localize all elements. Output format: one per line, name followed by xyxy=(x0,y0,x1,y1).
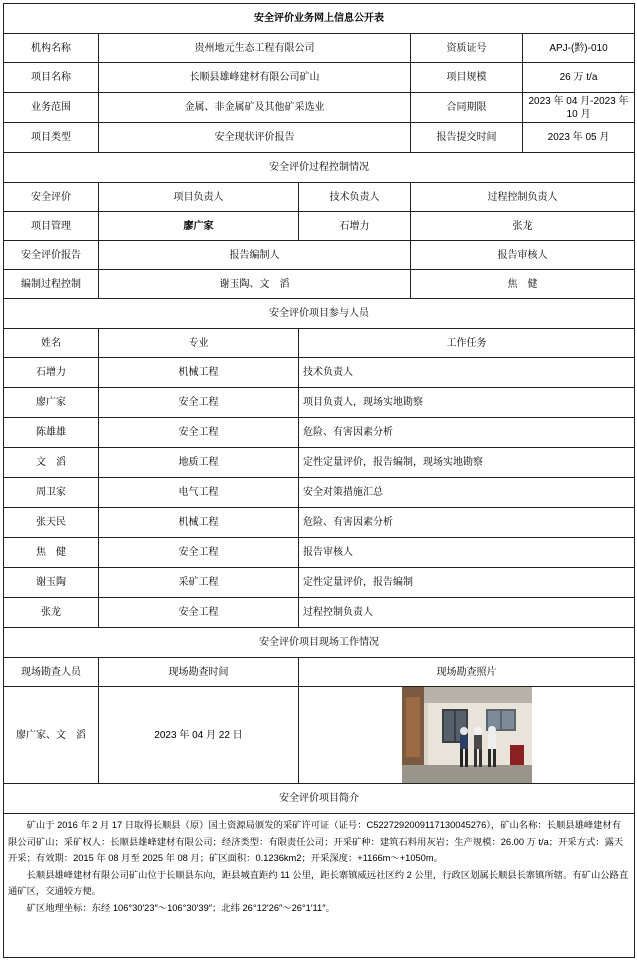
staff-major: 安全工程 xyxy=(99,388,299,418)
site-header-row xyxy=(4,658,635,687)
staff-major: 电气工程 xyxy=(99,478,299,508)
staff-section-row xyxy=(4,299,635,329)
disclosure-table xyxy=(3,3,635,958)
site-time: 2023 年 04 月 22 日 xyxy=(99,687,299,784)
staff-task: 危险、有害因素分析 xyxy=(299,508,635,538)
staff-name: 张天民 xyxy=(4,508,99,538)
table-row xyxy=(4,358,635,388)
type-value: 安全现状评价报告 xyxy=(99,123,411,153)
report-label-1: 安全评价报告 xyxy=(4,241,99,270)
intro-paragraph-2: 长顺县雄峰建材有限公司矿山位于长顺县东向，距县城直距约 11 公里，距长寨镇威远社区约 2 公里，行政区划属长顺县长寨镇所辖。有矿山公路直通矿区，交通较方便。 xyxy=(8,869,629,897)
period-value: 2023 年 04 月-2023 年 10 月 xyxy=(523,93,635,123)
col-tech: 技术负责人 xyxy=(299,183,411,212)
staff-header-row xyxy=(4,329,635,358)
intro-text xyxy=(4,814,635,958)
org-value: 贵州地元生态工程有限公司 xyxy=(99,34,411,63)
site-value-row xyxy=(4,687,635,784)
staff-name: 廖广家 xyxy=(4,388,99,418)
table-row xyxy=(4,568,635,598)
table-row xyxy=(4,418,635,448)
type-row xyxy=(4,123,635,153)
org-label: 机构名称 xyxy=(4,34,99,63)
staff-task: 定性定量评价，报告编制，现场实地勘察 xyxy=(299,448,635,478)
staff-task: 定性定量评价，报告编制 xyxy=(299,568,635,598)
staff-section-title: 安全评价项目参与人员 xyxy=(4,299,635,329)
staff-name: 焦 健 xyxy=(4,538,99,568)
project-label: 项目名称 xyxy=(4,63,99,93)
staff-major: 安全工程 xyxy=(99,598,299,628)
staff-name: 张龙 xyxy=(4,598,99,628)
staff-name: 周卫家 xyxy=(4,478,99,508)
form-title: 安全评价业务网上信息公开表 xyxy=(4,4,635,34)
staff-task: 项目负责人，现场实地勘察 xyxy=(299,388,635,418)
col-name: 姓名 xyxy=(4,329,99,358)
staff-major: 机械工程 xyxy=(99,358,299,388)
site-photo-cell xyxy=(299,687,635,784)
intro-paragraph-3: 矿区地理坐标：东经 106°30′23″～106°30′39″；北纬 26°12′26″～26°1′11″。 xyxy=(26,902,335,913)
intro-row xyxy=(4,814,635,958)
site-photo-image xyxy=(402,687,532,783)
leader-value: 廖广家 xyxy=(99,212,299,241)
col-reviewer: 报告审核人 xyxy=(411,241,635,270)
intro-section-row xyxy=(4,784,635,814)
staff-task: 过程控制负责人 xyxy=(299,598,635,628)
mgmt-label-1: 安全评价 xyxy=(4,183,99,212)
scale-label: 项目规模 xyxy=(411,63,523,93)
title-row xyxy=(4,4,635,34)
staff-major: 安全工程 xyxy=(99,538,299,568)
site-section-title: 安全评价项目现场工作情况 xyxy=(4,628,635,658)
disclosure-form xyxy=(3,3,634,958)
staff-major: 采矿工程 xyxy=(99,568,299,598)
table-row xyxy=(4,598,635,628)
staff-task: 危险、有害因素分析 xyxy=(299,418,635,448)
submit-value: 2023 年 05 月 xyxy=(523,123,635,153)
report-header-row xyxy=(4,241,635,270)
intro-paragraph-1: 矿山于 2016 年 2 月 17 日取得长顺县（原）国土资源局颁发的采矿许可证（证号：C5227292009117130045276），矿山名称：长顺县雄峰建材有限公司矿山；采矿权人：长顺县雄峰建材有限公司；经济类型：有限责任公司；开采矿种：建筑石料用灰岩；生产规模：26.00 万 t/a；开采方式：露天开采；有效期：2015 年 08 月至 2025 年 08 月；矿区面积：0.1236km2；开采深度：+1166m～+1050m。 xyxy=(8,820,624,864)
staff-task: 技术负责人 xyxy=(299,358,635,388)
col-control: 过程控制负责人 xyxy=(411,183,635,212)
intro-section-title: 安全评价项目简介 xyxy=(4,784,635,814)
process-section-row xyxy=(4,153,635,183)
col-writer: 报告编制人 xyxy=(99,241,411,270)
report-label-2: 编制过程控制 xyxy=(4,270,99,299)
table-row xyxy=(4,448,635,478)
project-value: 长顺县雄峰建材有限公司矿山 xyxy=(99,63,411,93)
writer-value: 谢玉陶、文 滔 xyxy=(99,270,411,299)
type-label: 项目类型 xyxy=(4,123,99,153)
scale-value: 26 万 t/a xyxy=(523,63,635,93)
cert-value: APJ-(黔)-010 xyxy=(523,34,635,63)
staff-major: 安全工程 xyxy=(99,418,299,448)
org-row xyxy=(4,34,635,63)
site-people: 廖广家、文 滔 xyxy=(4,687,99,784)
tech-value: 石增力 xyxy=(299,212,411,241)
scope-label: 业务范围 xyxy=(4,93,99,123)
staff-task: 报告审核人 xyxy=(299,538,635,568)
staff-major: 地质工程 xyxy=(99,448,299,478)
site-section-row xyxy=(4,628,635,658)
staff-name: 石增力 xyxy=(4,358,99,388)
scope-value: 金属、非金属矿及其他矿采选业 xyxy=(99,93,411,123)
mgmt-label-2: 项目管理 xyxy=(4,212,99,241)
mgmt-header-row xyxy=(4,183,635,212)
table-row xyxy=(4,478,635,508)
col-site-time: 现场勘查时间 xyxy=(99,658,299,687)
reviewer-value: 焦 健 xyxy=(411,270,635,299)
period-label: 合同期限 xyxy=(411,93,523,123)
col-major: 专业 xyxy=(99,329,299,358)
report-value-row xyxy=(4,270,635,299)
project-row xyxy=(4,63,635,93)
mgmt-value-row xyxy=(4,212,635,241)
table-row xyxy=(4,388,635,418)
process-section-title: 安全评价过程控制情况 xyxy=(4,153,635,183)
cert-label: 资质证号 xyxy=(411,34,523,63)
staff-name: 陈雄雄 xyxy=(4,418,99,448)
col-task: 工作任务 xyxy=(299,329,635,358)
table-row xyxy=(4,538,635,568)
col-leader: 项目负责人 xyxy=(99,183,299,212)
staff-major: 机械工程 xyxy=(99,508,299,538)
control-value: 张龙 xyxy=(411,212,635,241)
scope-row xyxy=(4,93,635,123)
staff-task: 安全对策措施汇总 xyxy=(299,478,635,508)
submit-label: 报告提交时间 xyxy=(411,123,523,153)
col-site-photo: 现场勘查照片 xyxy=(299,658,635,687)
staff-name: 文 滔 xyxy=(4,448,99,478)
staff-name: 谢玉陶 xyxy=(4,568,99,598)
col-site-people: 现场勘查人员 xyxy=(4,658,99,687)
site-photo xyxy=(402,687,532,783)
table-row xyxy=(4,508,635,538)
